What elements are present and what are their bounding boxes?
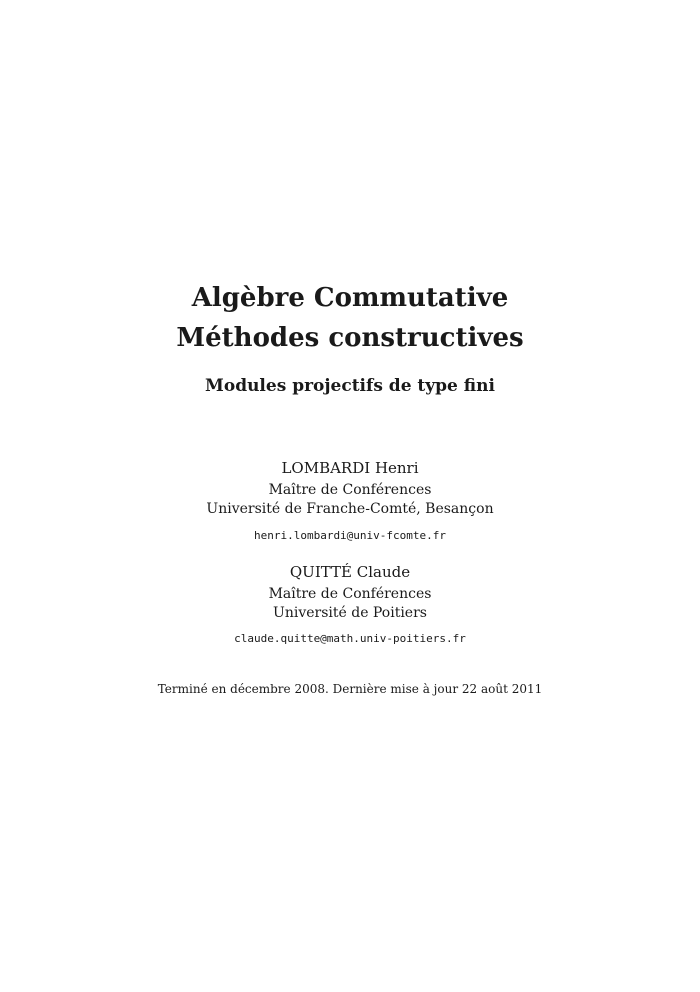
author-2-institution: Université de Poitiers: [273, 605, 427, 621]
author-1-institution: Université de Franche-Comté, Besançon: [206, 501, 494, 517]
author-1-position: Maître de Conférences: [268, 482, 432, 498]
title-line-1: Algèbre Commutative: [191, 283, 509, 313]
author-1-name: LOMBARDI Henri: [281, 459, 419, 477]
author-2-email: claude.quitte@math.univ-poitiers.fr: [234, 632, 466, 645]
title-line-2: Méthodes constructives: [176, 323, 524, 353]
author-1-email: henri.lombardi@univ-fcomte.fr: [253, 529, 447, 542]
completion-date-note: Terminé en décembre 2008. Dernière mise à jour 22 août 2011: [157, 682, 543, 696]
author-2-position: Maître de Conférences: [268, 586, 432, 602]
subtitle: Modules projectifs de type fini: [205, 376, 495, 396]
author-2-name: QUITTÉ Claude: [289, 563, 411, 581]
